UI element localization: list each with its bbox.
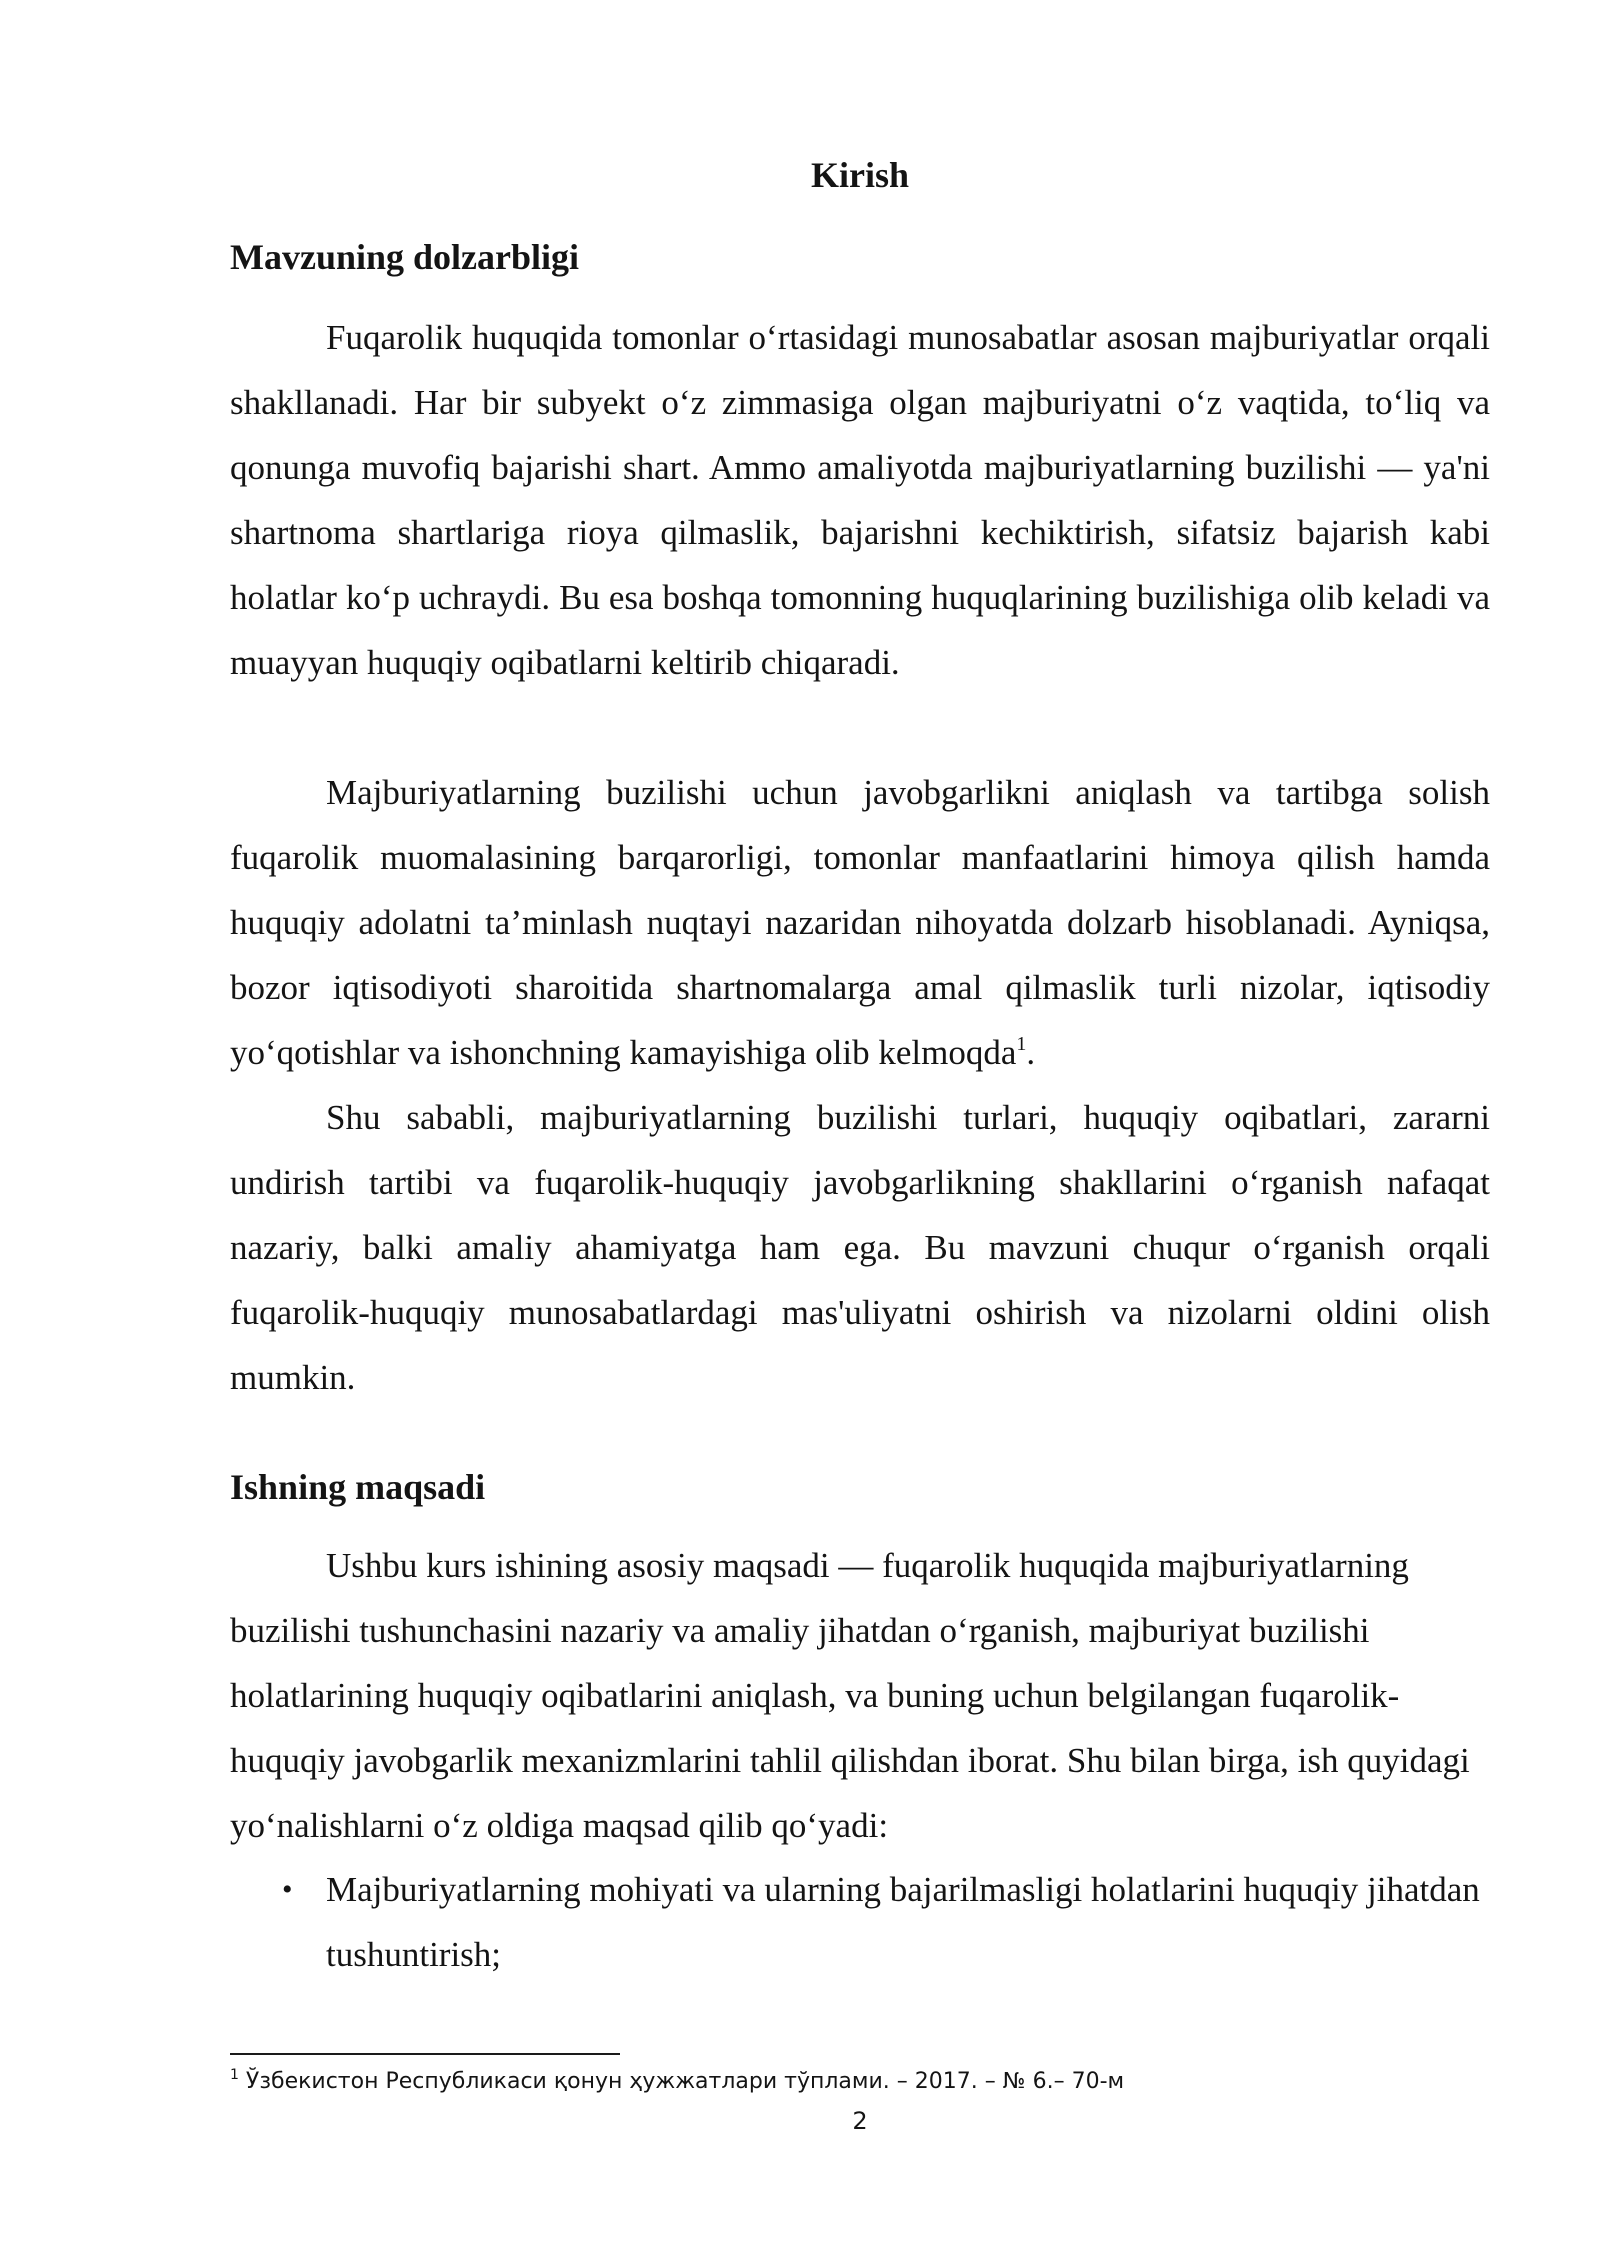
section-heading-goal: Ishning maqsadi <box>230 1467 486 1507</box>
paragraph-relevance-2 <box>230 760 1490 1085</box>
section-heading-relevance: Mavzuning dolzarbligi <box>230 237 580 277</box>
paragraph-relevance-3: Shu sababli, majburiyatlarning buzilishi turlari, huquqiy oqibatlari, zararni undirish tartibi va fuqarolik-huquqiy javobgarlikning shakllarini oʻrganish nafaqat nazariy, balki amaliy ahamiyatga ham ega. Bu mavzuni chuqur oʻrganish orqali fuqarolik-huquqiy munosabatlardagi mas'uliyatni oshirish va nizolarni oldini olish mumkin. <box>230 1098 1490 1397</box>
paragraph-goal: Ushbu kurs ishining asosiy maqsadi — fuqarolik huquqida majburiyatlarning buzilishi tushunchasini nazariy va amaliy jihatdan oʻrganish, majburiyat buzilishi holatlarining huquqiy oqibatlarini aniqlash, va buning uchun belgilangan fuqarolik-huquqiy javobgarlik mexanizmlarini tahlil qilishdan iborat. Shu bilan birga, ish quyidagi yoʻnalishlarni oʻz oldiga maqsad qilib qoʻyadi: <box>230 1546 1470 1845</box>
document-title: Kirish <box>810 155 909 195</box>
bullet-icon: • <box>282 1873 293 1906</box>
list-item <box>230 1857 1490 1987</box>
paragraph-relevance-2-end: . <box>1026 1033 1036 1072</box>
paragraph-relevance-2-text: Majburiyatlarning buzilishi uchun javobgarlikni aniqlash va tartibga solish fuqarolik muomalasining barqarorligi, tomonlar manfaatlarini himoya qilish hamda huquqiy adolatni ta’minlash nuqtayi nazaridan nihoyatda dolzarb hisoblanadi. Ayniqsa, bozor iqtisodiyoti sharoitida shartnomalarga amal qilmaslik turli nizolar, iqtisodiy yoʻqotishlar va ishonchning kamayishiga olib kelmoqda <box>230 773 1490 1072</box>
list-item-text: Majburiyatlarning mohiyati va ularning bajarilmasligi holatlarini huquqiy jihatdan tushuntirish; <box>326 1870 1480 1974</box>
paragraph-relevance-1: Fuqarolik huquqida tomonlar oʻrtasidagi munosabatlar asosan majburiyatlar orqali shakllanadi. Har bir subyekt oʻz zimmasiga olgan majburiyatni oʻz vaqtida, toʻliq va qonunga muvofiq bajarishi shart. Ammo amaliyotda majburiyatlarning buzilishi — ya'ni shartnoma shartlariga rioya qilmaslik, bajarishni kechiktirish, sifatsiz bajarish kabi holatlar koʻp uchraydi. Bu esa boshqa tomonning huquqlarining buzilishiga olib keladi va muayyan huquqiy oqibatlarni keltirib chiqaradi. <box>230 318 1490 682</box>
footnote-marker: 1 <box>230 2067 239 2083</box>
footnote-reference: 1 <box>1016 1033 1027 1055</box>
footnote-separator <box>230 2053 620 2055</box>
goal-bullet-list <box>230 1857 1490 1987</box>
page-number: 2 <box>852 2107 868 2135</box>
footnote <box>230 2066 1490 2098</box>
footnote-text: Ўзбекистон Республикаси қонун ҳужжатлари тўплами. – 2017. – № 6.– 70-м <box>238 2069 1125 2094</box>
